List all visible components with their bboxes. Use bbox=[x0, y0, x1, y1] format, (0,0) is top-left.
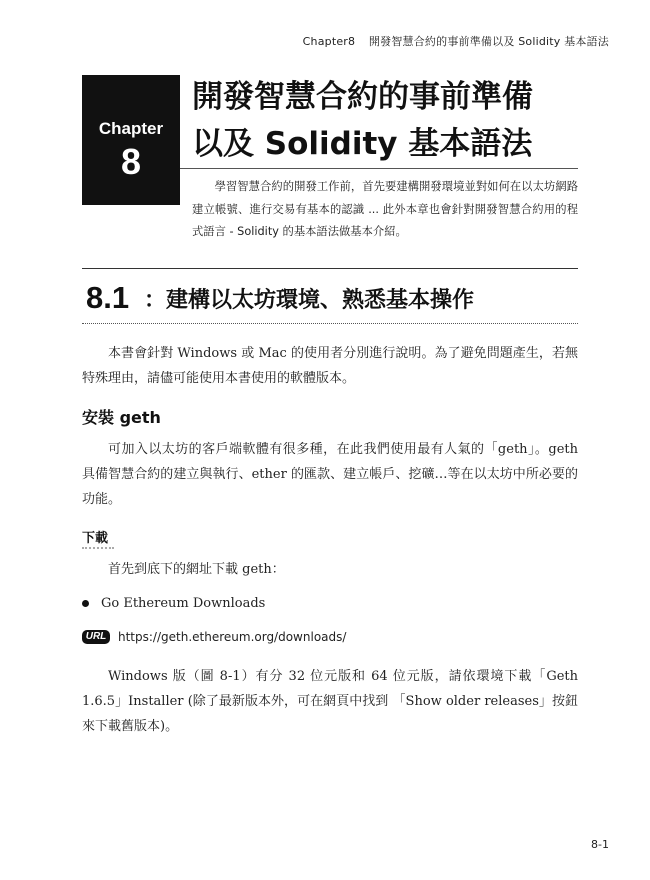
chapter-number: 8 bbox=[120, 141, 142, 182]
page-number: 8-1 bbox=[591, 838, 609, 851]
section-rule-bottom bbox=[82, 323, 578, 324]
chapter-title bbox=[192, 74, 612, 168]
list-item-label: Go Ethereum Downloads bbox=[101, 596, 266, 611]
chapter-title-line1: 開發智慧合約的事前準備 bbox=[192, 79, 533, 115]
download-paragraph-2: Windows 版（圖 8-1）有分 32 位元版和 64 位元版，請依環境下載「Geth 1.6.5」Installer (除了最新版本外，可在網頁中找到 「Show older releases」按鈕來下載舊版本)。 bbox=[82, 669, 578, 734]
url-icon: URL bbox=[82, 630, 110, 644]
chapter-badge bbox=[82, 75, 180, 205]
download-paragraph: 首先到底下的網址下載 geth： bbox=[108, 562, 285, 577]
section-title: ：建構以太坊環境、熟悉基本操作 bbox=[144, 288, 475, 313]
chapter-label: Chapter bbox=[98, 119, 164, 138]
section-number: 8.1 bbox=[86, 280, 130, 315]
section-paragraph: 本書會針對 Windows 或 Mac 的使用者分別進行說明。為了避免問題產生，若無特殊理由，請儘可能使用本書使用的軟體版本。 bbox=[82, 346, 578, 386]
section-rule-top bbox=[82, 268, 578, 269]
bullet-icon bbox=[82, 600, 89, 607]
chapter-intro: 學習智慧合約的開發工作前，首先要建構開發環境並對如何在以太坊網路建立帳號、進行交易有基本的認識 ... 此外本章也會針對開發智慧合約用的程式語言 - Solidity 的基本語法做基本介紹。 bbox=[192, 180, 578, 238]
download-heading: 下載 bbox=[82, 531, 109, 546]
install-geth-paragraph: 可加入以太坊的客戶端軟體有很多種，在此我們使用最有人氣的「geth」。geth 具備智慧合約的建立與執行、ether 的匯款、建立帳戶、挖礦…等在以太坊中所必要的功能。 bbox=[82, 442, 578, 507]
download-heading-underline bbox=[82, 547, 114, 549]
install-geth-heading: 安裝 geth bbox=[82, 408, 161, 427]
download-url-link[interactable]: https://geth.ethereum.org/downloads/ bbox=[118, 630, 347, 644]
chapter-title-divider bbox=[180, 168, 578, 169]
chapter-title-line2: 以及 Solidity 基本語法 bbox=[192, 126, 533, 162]
running-header-chapter: Chapter8 bbox=[302, 35, 356, 48]
running-header-title: 開發智慧合約的事前準備以及 Solidity 基本語法 bbox=[368, 35, 609, 48]
url-row bbox=[82, 630, 346, 644]
list-item bbox=[82, 596, 265, 611]
running-header bbox=[303, 33, 609, 49]
